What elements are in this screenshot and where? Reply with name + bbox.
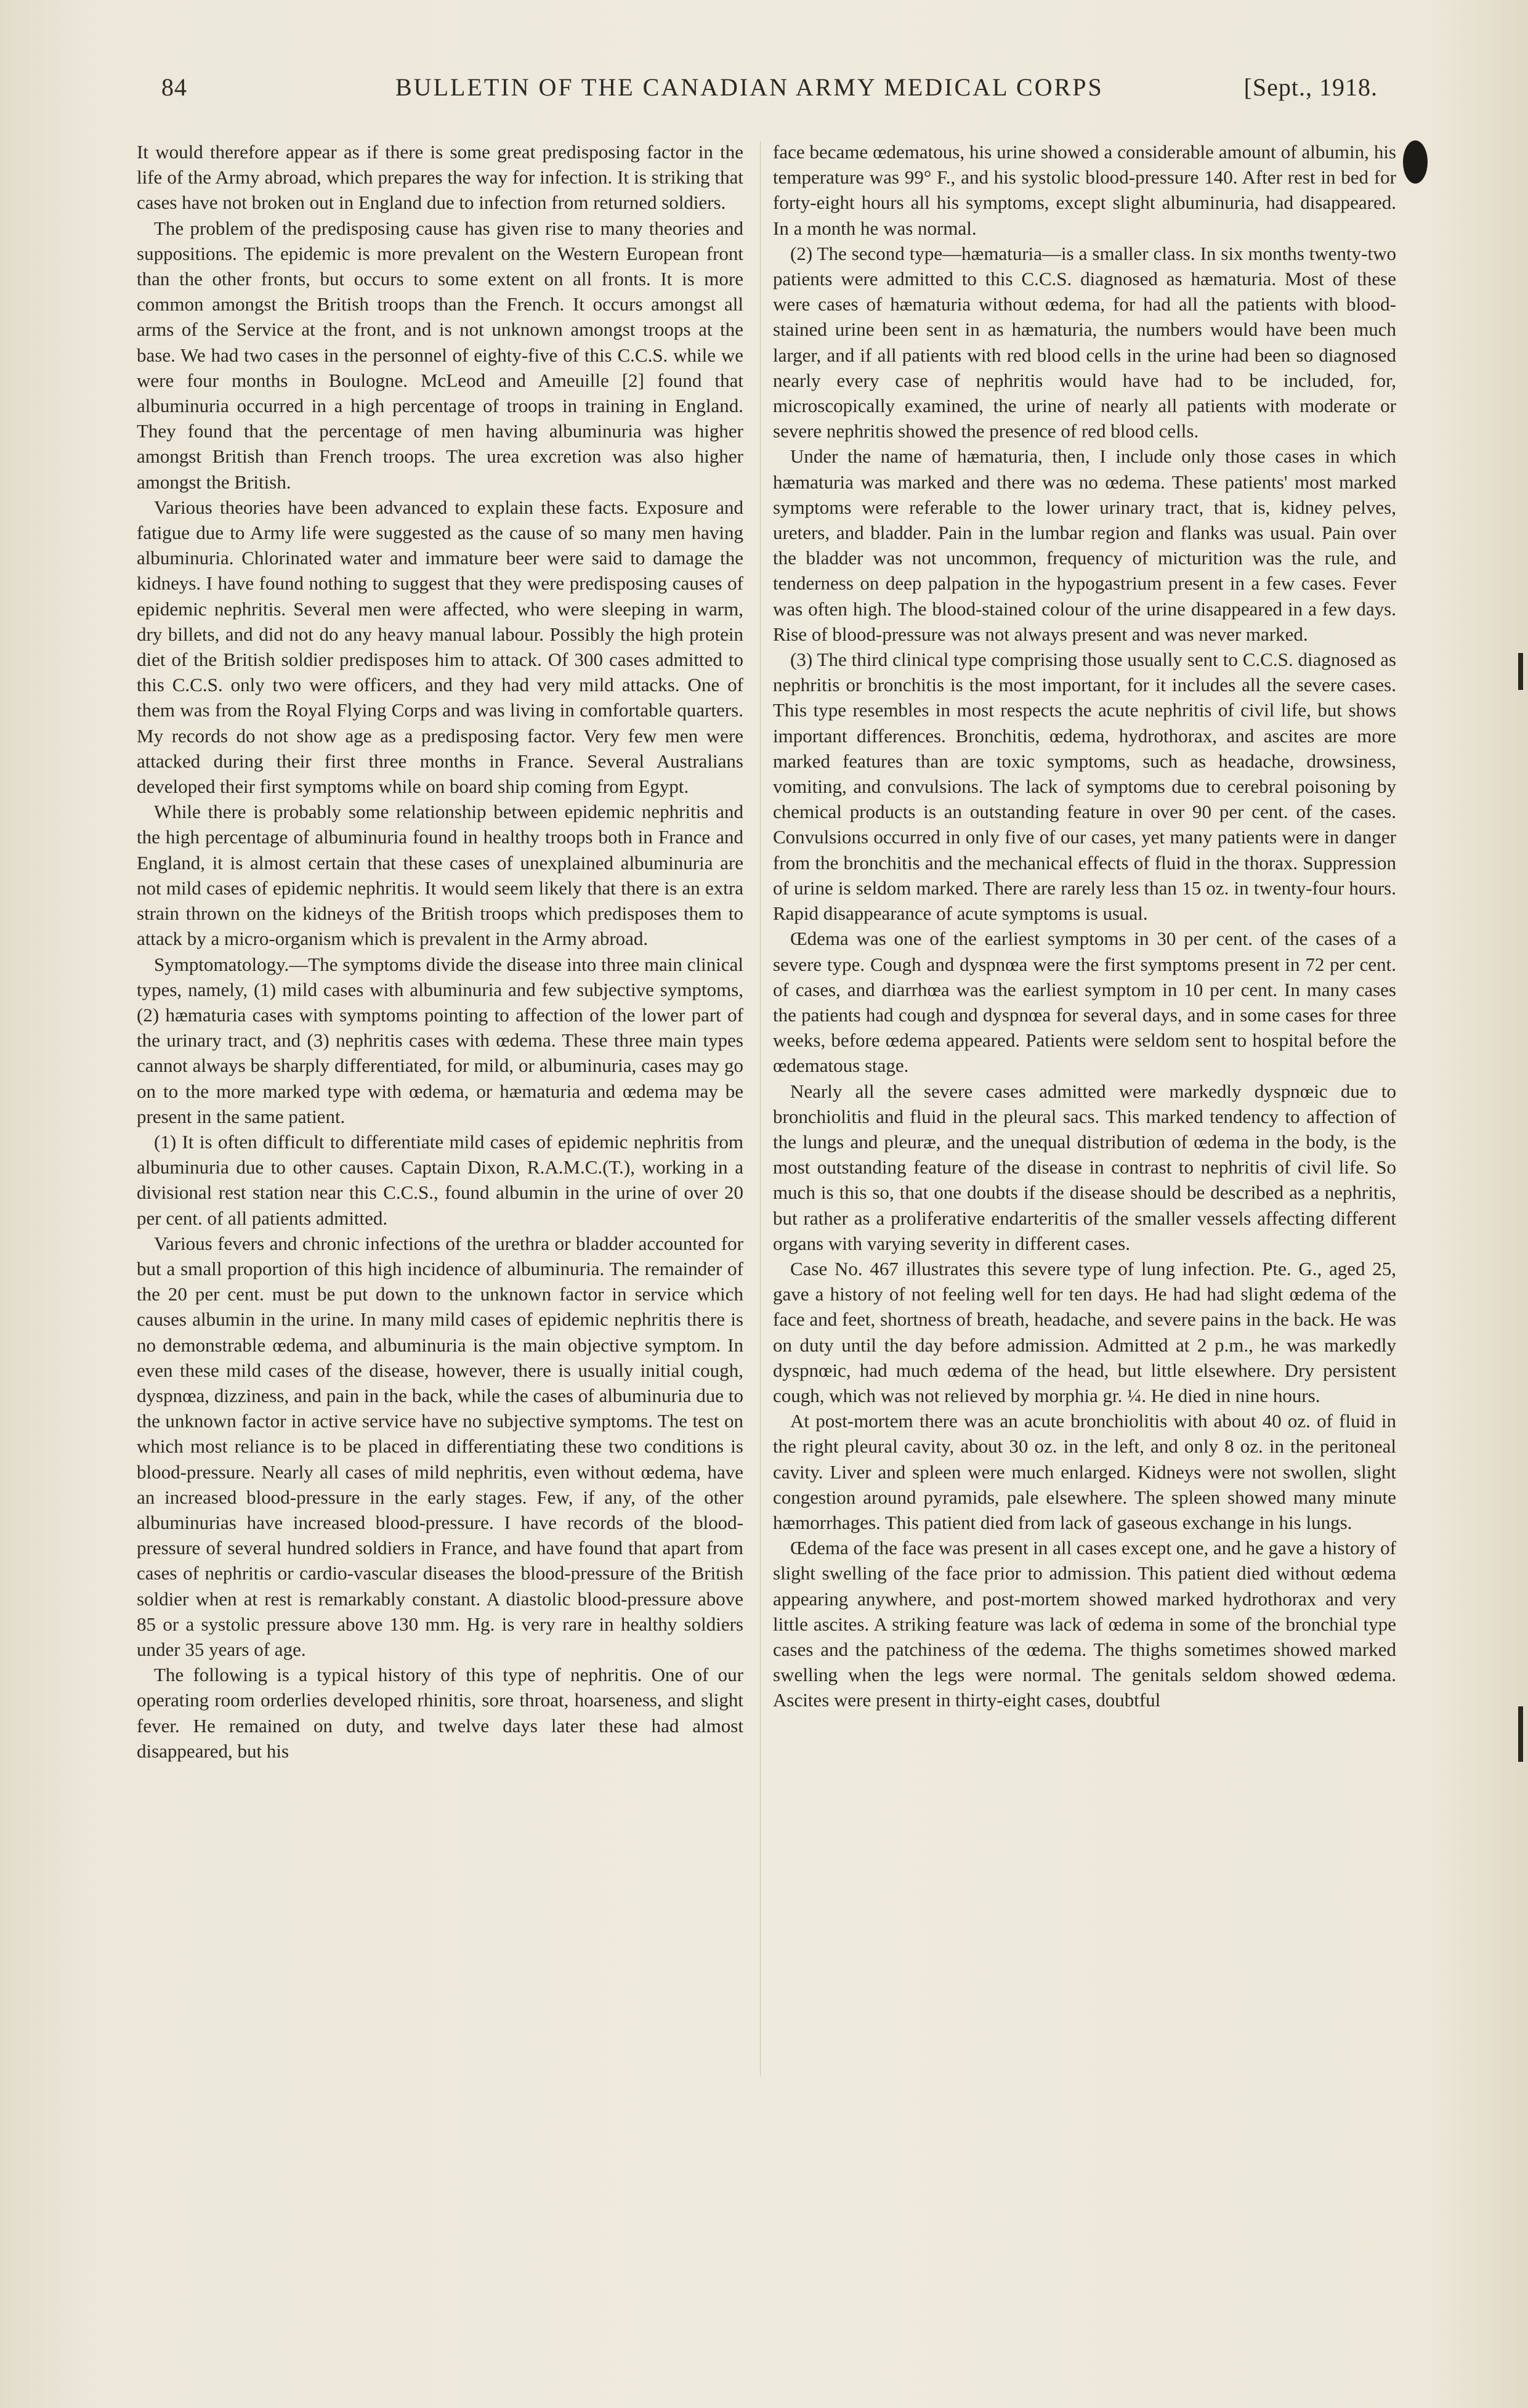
punch-hole-mark — [1403, 140, 1428, 184]
edge-mark — [1518, 1706, 1523, 1762]
paragraph: Under the name of hæmaturia, then, I include only those cases in which hæmaturia was marked and there was no œdema. These patients' most marked symptoms were referable to the lower urinary tract, that is, kidney pelves, ureters, and bladder. Pain in the lumbar region and flanks was usual. Pain over the bladder was not uncommon, frequency of micturition was the rule, and tenderness on deep palpation in the hypogastrium present in a few cases. Fever was often high. The blood-stained colour of the urine disappeared in a few days. Rise of blood-pressure was not always present and was never marked. — [773, 445, 1396, 645]
paragraph: (2) The second type—hæmaturia—is a smaller class. In six months twenty-two patients were admitted to this C.C.S. diagnosed as hæmaturia. Most of these were cases of hæmaturia without œdema, for had all the patients with blood-stained urine been sent in as hæmaturia, the numbers would have been much larger, and if all patients with red blood cells in the urine had been so diagnosed nearly every case of nephritis would have had to be included, for, microscopically examined, the urine of nearly all patients with moderate or severe nephritis showed the presence of red blood cells. — [773, 242, 1396, 442]
page-number: 84 — [161, 73, 187, 101]
paragraph: (3) The third clinical type comprising those usually sent to C.C.S. diagnosed as nephritis or bronchitis is the most important, for it includes all the severe cases. This type resembles in most respects the acute nephritis of civil life, but shows important differences. Bronchitis, œdema, hydrothorax, and ascites are more marked features than are toxic symptoms, such as headache, drowsiness, vomiting, and convulsions. The lack of symptoms due to cerebral poisoning by chemical products is an outstanding feature in over 90 per cent. of the cases. Convulsions occurred in only five of our cases, yet many patients were in danger from the bronchitis and the mechanical effects of fluid in the thorax. Suppression of urine is seldom marked. There are rarely less than 15 oz. in twenty-four hours. Rapid disappearance of acute symptoms is usual. — [773, 649, 1396, 925]
right-column — [773, 139, 1396, 1713]
paragraph: Œdema was one of the earliest symptoms in 30 per cent. of the cases of a severe type. Cough and dyspnœa were the first symptoms present in 72 per cent. of cases, and diarrhœa was the earliest symptom in 10 per cent. In many cases the patients had cough and dyspnœa for several days, and in some cases for three weeks, before œdema appeared. Patients were seldom sent to hospital before the œdematous stage. — [773, 928, 1396, 1077]
paragraph: Symptomatology.—The symptoms divide the disease into three main clinical types, namely, (1) mild cases with albuminuria and few subjective symptoms, (2) hæmaturia cases with symptoms pointing to affection of the lower part of the urinary tract, and (3) nephritis cases with œdema. These three main types cannot always be sharply differentiated, for mild, or albuminuria, cases may go on to the more marked type with œdema, or hæmaturia and œdema may be present in the same patient. — [137, 953, 743, 1127]
paragraph: The following is a typical history of this type of nephritis. One of our operating room orderlies developed rhinitis, sore throat, hoarseness, and slight fever. He remained on duty, and twelve days later these had almost disappeared, but his — [137, 1664, 743, 1762]
issue-date: [Sept., 1918. — [1243, 73, 1378, 101]
paragraph: The problem of the predisposing cause has given rise to many theories and suppositions. The epidemic is more prevalent on the Western European front than the other fronts, but occurs to some extent on all fronts. It is more common amongst the British troops than the French. It occurs amongst all arms of the Service at the front, and is not unknown amongst troops at the base. We had two cases in the personnel of eighty-five of this C.C.S. while we were four months in Boulogne. McLeod and Ameuille [2] found that albuminuria occurred in a high percentage of troops in training in England. They found that the percentage of men having albuminuria was higher amongst British than French troops. The urea excretion was also higher amongst the British. — [137, 217, 743, 493]
paragraph: It would therefore appear as if there is some great predisposing factor in the life of the Army abroad, which prepares the way for infection. It is striking that cases have not broken out in England due to infection from returned soldiers. — [137, 141, 743, 214]
left-column — [137, 139, 743, 1764]
paragraph: Various theories have been advanced to explain these facts. Exposure and fatigue due to Army life were suggested as the cause of so many men having albuminuria. Chlorinated water and immature beer were said to damage the kidneys. I have found nothing to suggest that they were predisposing causes of epidemic nephritis. Several men were affected, who were sleeping in warm, dry billets, and did not do any heavy manual labour. Possibly the high protein diet of the British soldier predisposes him to attack. Of 300 cases admitted to this C.C.S. only two were officers, and they had very mild attacks. One of them was from the Royal Flying Corps and was living in comfortable quarters. My records do not show age as a predisposing factor. Very few men were attacked during their first three months in France. Several Australians developed their first symptoms while on board ship coming from Egypt. — [137, 496, 743, 798]
paragraph: (1) It is often difficult to differentiate mild cases of epidemic nephritis from albuminuria due to other causes. Captain Dixon, R.A.M.C.(T.), working in a divisional rest station near this C.C.S., found albumin in the urine of over 20 per cent. of all patients admitted. — [137, 1130, 743, 1229]
paragraph: Œdema of the face was present in all cases except one, and he gave a history of slight swelling of the face prior to admission. This patient died without œdema appearing anywhere, and post-mortem showed marked hydrothorax and very little ascites. A striking feature was lack of œdema in some of the bronchial type cases and the patchiness of the œdema. The thighs sometimes showed marked swelling when the legs were normal. The genitals seldom showed œdema. Ascites were present in thirty-eight cases, doubtful — [773, 1537, 1396, 1711]
paragraph: While there is probably some relationship between epidemic nephritis and the high percentage of albuminuria found in healthy troops both in France and England, it is almost certain that these cases of unexplained albuminuria are not mild cases of epidemic nephritis. It would seem likely that there is an extra strain thrown on the kidneys of the British troops which predisposes them to attack by a micro-organism which is prevalent in the Army abroad. — [137, 801, 743, 950]
edge-mark — [1518, 653, 1523, 690]
paragraph: Various fevers and chronic infections of the urethra or bladder accounted for but a small proportion of this high incidence of albuminuria. The remainder of the 20 per cent. must be put down to the unknown factor in service which causes albumin in the urine. In many mild cases of epidemic nephritis there is no demonstrable œdema, and albuminuria is the main objective symptom. In even these mild cases of the disease, however, there is usually initial cough, dyspnœa, dizziness, and pain in the back, while the cases of albuminuria due to the unknown factor in active service have no subjective symptoms. The test on which most reliance is to be placed in differentiating these two conditions is blood-pressure. Nearly all cases of mild nephritis, even without œdema, have an increased blood-pressure in the early stages. Few, if any, of the other albuminurias have increased blood-pressure. I have records of the blood-pressure of several hundred soldiers in France, and have found that apart from cases of nephritis or cardio-vascular diseases the blood-pressure of the British soldier when at rest is remarkably constant. A diastolic blood-pressure above 85 or a systolic pressure above 130 mm. Hg. is very rare in healthy soldiers under 35 years of age. — [137, 1232, 743, 1660]
journal-title: BULLETIN OF THE CANADIAN ARMY MEDICAL CORPS — [395, 73, 1104, 101]
paragraph: face became œdematous, his urine showed a considerable amount of albumin, his temperature was 99° F., and his systolic blood-pressure 140. After rest in bed for forty-eight hours all his symptoms, except slight albuminuria, had disappeared. In a month he was normal. — [773, 141, 1396, 239]
paragraph: At post-mortem there was an acute bronchiolitis with about 40 oz. of fluid in the right pleural cavity, about 30 oz. in the left, and only 8 oz. in the peritoneal cavity. Liver and spleen were much enlarged. Kidneys were not swollen, slight congestion around pyramids, pale elsewhere. The spleen showed many minute hæmorrhages. This patient died from lack of gaseous exchange in his lungs. — [773, 1410, 1396, 1533]
paragraph: Nearly all the severe cases admitted were markedly dyspnœic due to bronchiolitis and fluid in the pleural sacs. This marked tendency to affection of the lungs and pleuræ, and the unequal distribution of œdema in the body, is the most outstanding feature of the disease in contrast to nephritis of civil life. So much is this so, that one doubts if the disease should be described as a nephritis, but rather as a proliferative endarteritis of the smaller vessels affecting different organs with varying severity in different cases. — [773, 1080, 1396, 1254]
paragraph: Case No. 467 illustrates this severe type of lung infection. Pte. G., aged 25, gave a history of not feeling well for ten days. He had had slight œdema of the face and feet, shortness of breath, headache, and severe pains in the back. He was on duty until the day before admission. Admitted at 2 p.m., he was markedly dyspnœic, had much œdema of the head, but little elsewhere. Dry persistent cough, which was not relieved by morphia gr. ¼. He died in nine hours. — [773, 1257, 1396, 1406]
running-header — [161, 73, 1378, 110]
column-divider — [760, 142, 761, 2076]
